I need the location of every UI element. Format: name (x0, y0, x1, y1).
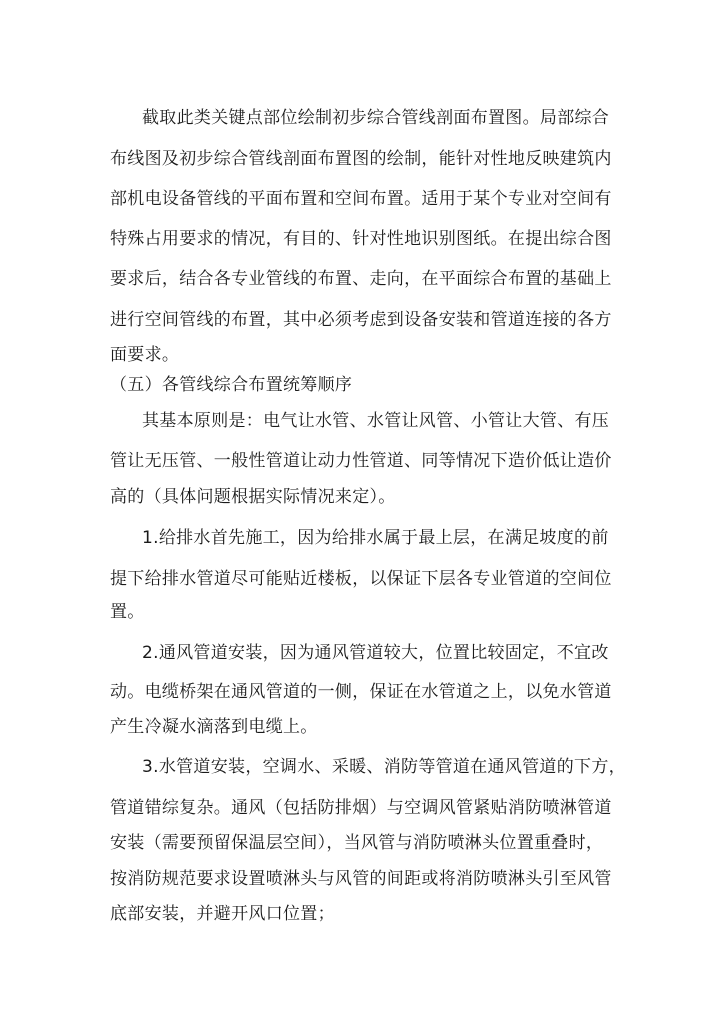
paragraph-2-line-1: 其基本原则是：电气让水管、水管让风管、小管让大管、有压 (142, 411, 610, 431)
paragraph-1-line-4: 特殊占用要求的情况，有目的、针对性地识别图纸。在提出综合图 (110, 229, 612, 249)
paragraph-1-line-2: 布线图及初步综合管线剖面布置图的绘制，能针对性地反映建筑内 (110, 149, 612, 169)
paragraph-1-line-5: 要求后，结合各专业管线的布置、走向，在平面综合布置的基础上 (110, 269, 612, 289)
paragraph-5-line-3: 安装（需要预留保温层空间），当风管与消防喷淋头位置重叠时， (110, 833, 604, 853)
paragraph-5-line-4: 按消防规范要求设置喷淋头与风管的间距或将消防喷淋头引至风管 (110, 869, 612, 889)
paragraph-4-line-1: 2.通风管道安装，因为通风管道较大，位置比较固定，不宜改 (142, 643, 609, 663)
paragraph-2-line-3: 高的（具体问题根据实际情况来定）。 (110, 487, 396, 507)
paragraph-1-line-1: 截取此类关键点部位绘制初步综合管线剖面布置图。局部综合 (142, 108, 610, 128)
paragraph-3-line-3: 置。 (110, 602, 145, 622)
paragraph-5-line-2: 管道错综复杂。通风（包括防排烟）与空调风管紧贴消防喷淋管道 (110, 798, 612, 818)
paragraph-4-line-3: 产生冷凝水滴落到电缆上。 (110, 717, 318, 737)
paragraph-1-line-3: 部机电设备管线的平面布置和空间布置。适用于某个专业对空间有 (110, 189, 612, 209)
paragraph-5-line-1: 3.水管道安装，空调水、采暖、消防等管道在通风管道的下方， (142, 757, 626, 777)
paragraph-1-line-6: 进行空间管线的布置，其中必须考虑到设备安装和管道连接的各方 (110, 310, 612, 330)
paragraph-2-line-2: 管让无压管、一般性管道让动力性管道、同等情况下造价低让造价 (110, 451, 612, 471)
paragraph-5-line-5: 底部安装，并避开风口位置； (110, 904, 335, 924)
paragraph-3-line-2: 提下给排水管道尽可能贴近楼板，以保证下层各专业管道的空间位 (110, 569, 612, 589)
paragraph-4-line-2: 动。电缆桥架在通风管道的一侧，保证在水管道之上，以免水管道 (110, 682, 612, 702)
paragraph-1-line-7: 面要求。 (110, 345, 180, 365)
section-heading-5: （五）各管线综合布置统筹顺序 (110, 375, 353, 395)
paragraph-3-line-1: 1.给排水首先施工，因为给排水属于最上层，在满足坡度的前 (142, 528, 609, 548)
